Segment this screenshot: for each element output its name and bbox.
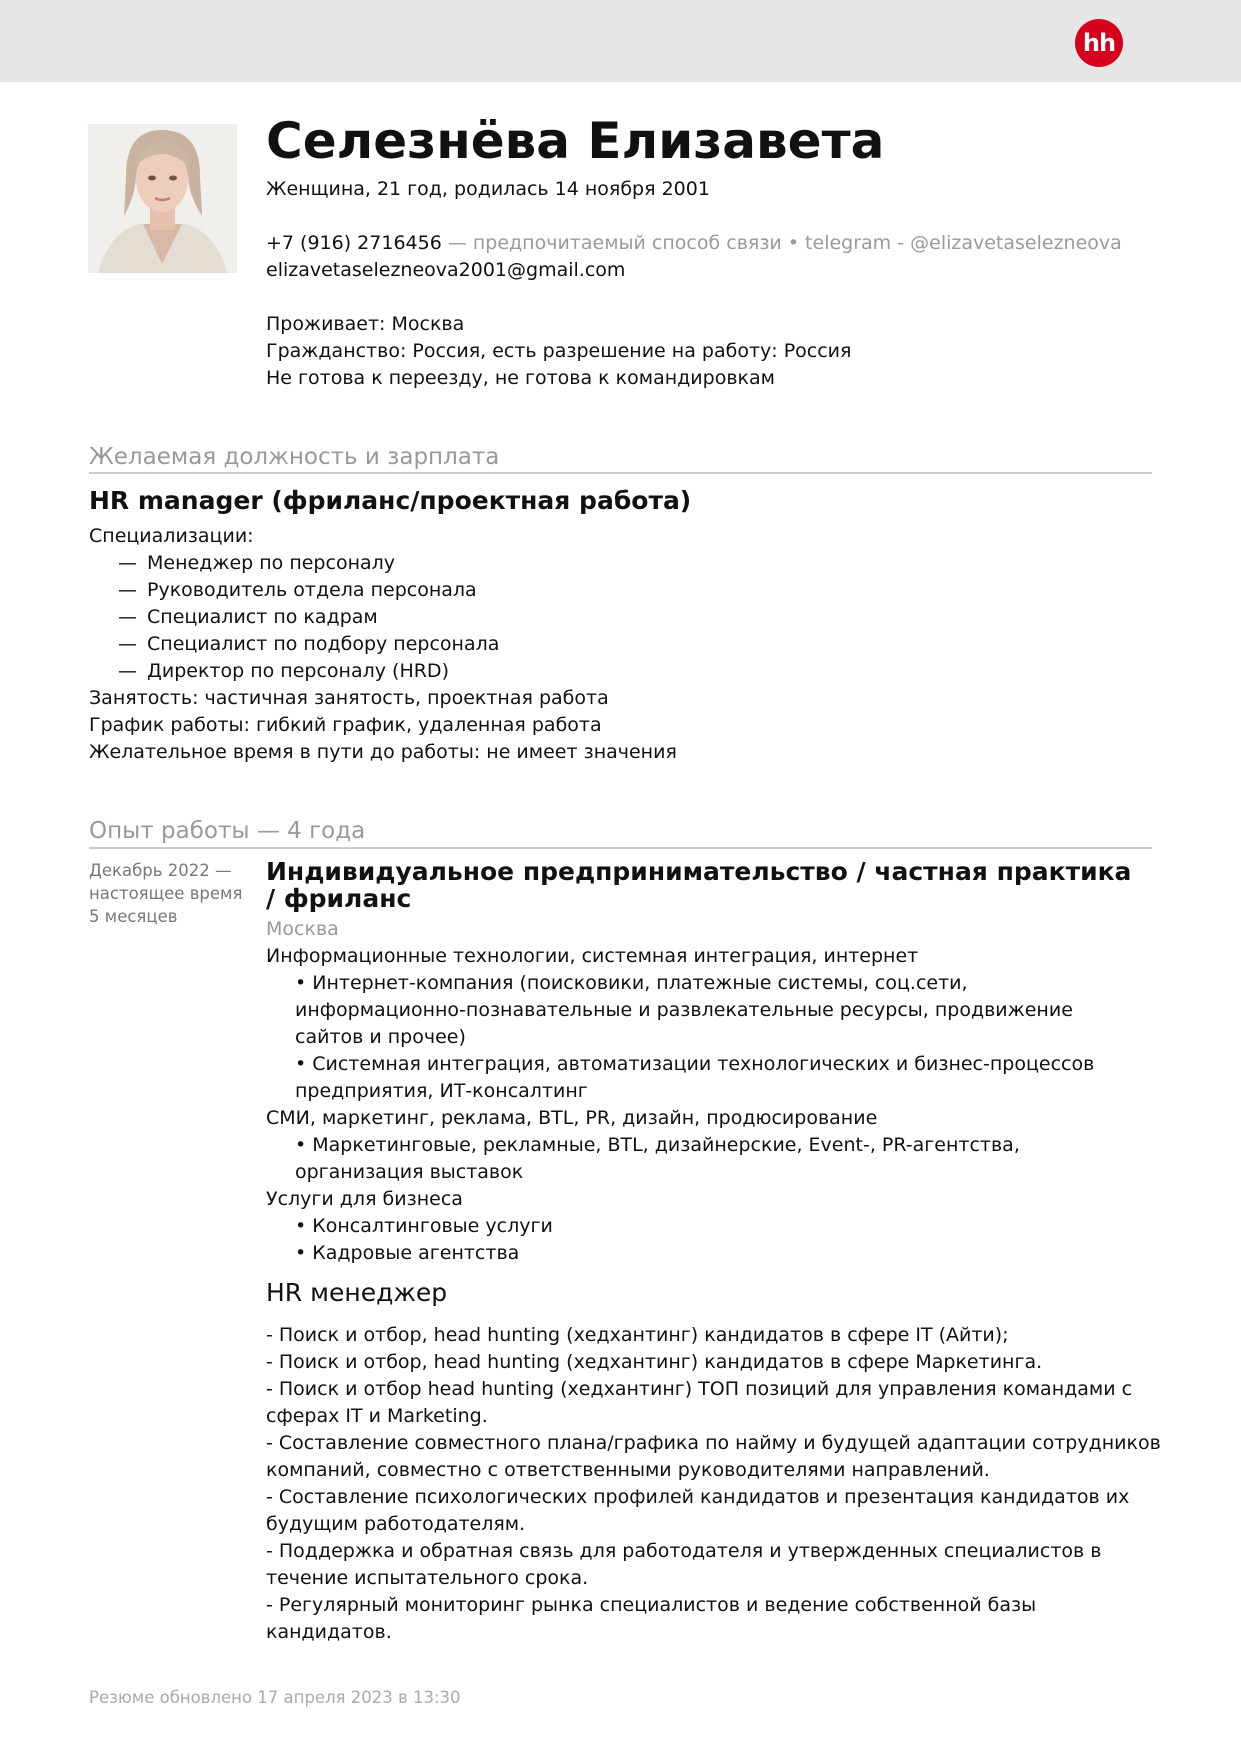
duty-item: - Поиск и отбор, head hunting (хедхантинг) кандидатов в сфере IT (Айти); xyxy=(266,1324,1009,1346)
section-divider xyxy=(89,472,1152,474)
duty-item: - Составление психологических профилей кандидатов и презентация кандидатов их будущим работодателям. xyxy=(266,1486,1130,1535)
section-divider xyxy=(89,847,1152,849)
industry-item: • Маркетинговые, рекламные, BTL, дизайнерские, Event-, PR-агентства, организация выставок xyxy=(295,1134,1020,1183)
duty-item: - Составление совместного плана/графика по найму и будущей адаптации сотрудников компаний, совместно с ответственными руководителями направлений. xyxy=(266,1432,1161,1481)
duty-item: - Поиск и отбор, head hunting (хедхантинг) кандидатов в сфере Маркетинга. xyxy=(266,1351,1043,1373)
experience-period xyxy=(89,859,242,928)
industry-header: Услуги для бизнеса xyxy=(266,1188,463,1210)
duty-item: - Поддержка и обратная связь для работодателя и утвержденных специалистов в течение испытательного срока. xyxy=(266,1540,1102,1589)
section-title-experience: Опыт работы — 4 года xyxy=(89,818,366,844)
industry-item: • Интернет-компания (поисковики, платежные системы, соц.сети, информационно-познавательные и развлекательные ресурсы, продвижение сайтов и прочее) xyxy=(295,972,1073,1048)
commute: Желательное время в пути до работы: не имеет значения xyxy=(89,741,677,763)
company-city: Москва xyxy=(266,918,339,940)
phone-link[interactable]: +7 (916) 2716456 xyxy=(266,232,442,254)
specialization-item: — Директор по персоналу (HRD) xyxy=(118,660,449,682)
period-end: настоящее время xyxy=(89,884,243,903)
relocation: Не готова к переезду, не готова к командировкам xyxy=(266,367,775,389)
basic-info: Женщина, 21 год, родилась 14 ноября 2001 xyxy=(266,178,710,200)
specialization-item: — Специалист по подбору персонала xyxy=(118,633,500,655)
industry-item: • Консалтинговые услуги xyxy=(295,1215,553,1237)
industry-header: Информационные технологии, системная интеграция, интернет xyxy=(266,945,919,967)
contact-phone-row xyxy=(266,230,1122,257)
desired-position: HR manager (фриланс/проектная работа) xyxy=(89,486,692,515)
industry-header: СМИ, маркетинг, реклама, BTL, PR, дизайн, продюсирование xyxy=(266,1107,878,1129)
phone-note: — предпочитаемый способ связи • telegram - @elizavetaselezneova xyxy=(441,232,1122,254)
duty-item: - Поиск и отбор head hunting (хедхантинг) ТОП позиций для управления командами с сферах IT и Marketing. xyxy=(266,1378,1133,1427)
desired-details xyxy=(89,523,677,766)
residence: Проживает: Москва xyxy=(266,313,465,335)
job-role: HR менеджер xyxy=(266,1278,448,1307)
section-title-desired: Желаемая должность и зарплата xyxy=(89,444,500,470)
email-link[interactable]: elizavetaselezneova2001@gmail.com xyxy=(266,259,626,281)
updated-note: Резюме обновлено 17 апреля 2023 в 13:30 xyxy=(89,1688,461,1707)
duty-item: - Регулярный мониторинг рынка специалистов и ведение собственной базы кандидатов. xyxy=(266,1594,1037,1643)
specialization-item: — Менеджер по персоналу xyxy=(118,552,396,574)
employment: Занятость: частичная занятость, проектная работа xyxy=(89,687,609,709)
industries xyxy=(266,943,1106,1267)
industry-item: • Кадровые агентства xyxy=(295,1242,520,1264)
company-name: Индивидуальное предпринимательство / частная практика / фриланс xyxy=(266,857,1132,913)
specialization-item: — Специалист по кадрам xyxy=(118,606,378,628)
schedule: График работы: гибкий график, удаленная работа xyxy=(89,714,602,736)
specializations-label: Специализации: xyxy=(89,525,254,547)
period-start: Декабрь 2022 — xyxy=(89,861,232,880)
avatar xyxy=(88,124,237,273)
candidate-name: Селезнёва Елизавета xyxy=(266,112,885,170)
citizenship: Гражданство: Россия, есть разрешение на работу: Россия xyxy=(266,340,852,362)
top-bar xyxy=(0,0,1241,82)
job-duties xyxy=(266,1322,1166,1646)
industry-item: • Системная интеграция, автоматизации технологических и бизнес-процессов предприятия, ИТ-консалтинг xyxy=(295,1053,1095,1102)
hh-logo[interactable]: hh xyxy=(1075,19,1123,67)
specialization-item: — Руководитель отдела персонала xyxy=(118,579,477,601)
period-duration: 5 месяцев xyxy=(89,907,178,926)
